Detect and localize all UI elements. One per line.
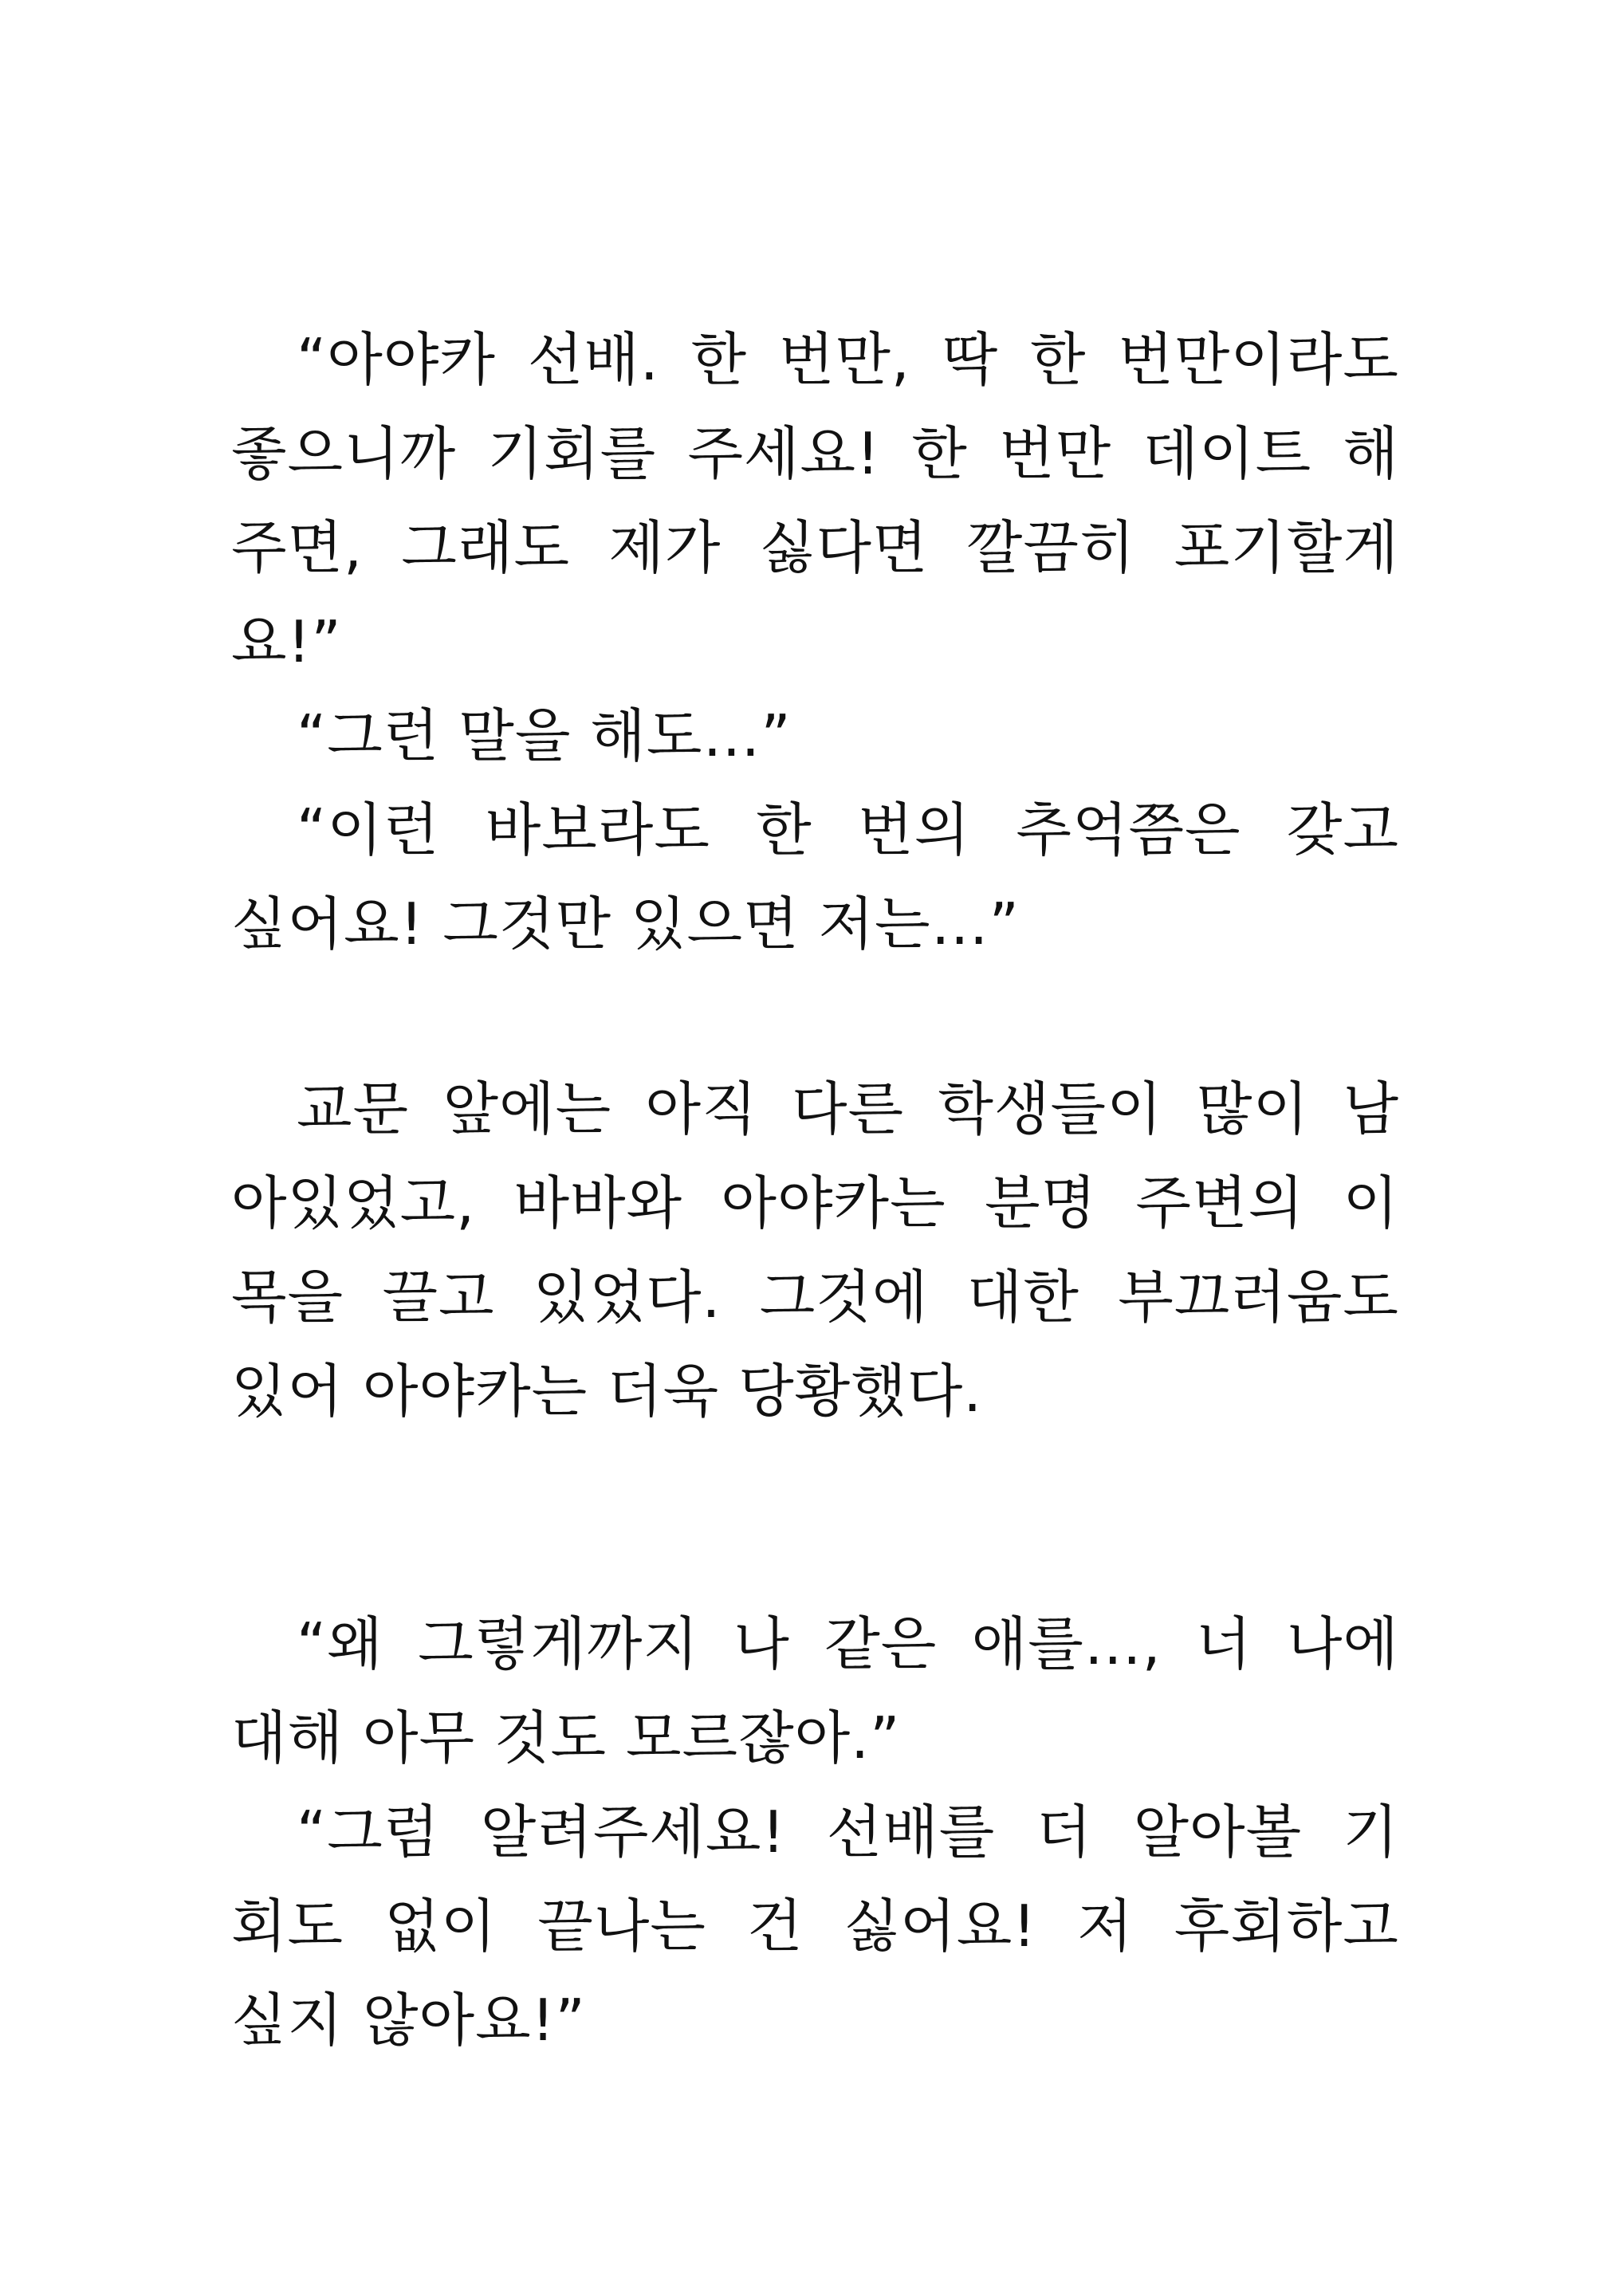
text-line: 주면, 그래도 제가 싫다면 깔끔히 포기할게: [231, 514, 1399, 581]
text-line: 교문 앞에는 아직 다른 학생들이 많이 남: [297, 1075, 1399, 1142]
text-line: “그럼 알려주세요! 선배를 더 알아볼 기: [297, 1799, 1399, 1866]
dialogue-block-1: [231, 313, 1399, 971]
text-line: 있어 아야카는 더욱 당황했다.: [231, 1358, 983, 1425]
text-line: “아야카 선배. 한 번만, 딱 한 번만이라도: [297, 326, 1399, 393]
narration-block: [231, 1062, 1399, 1438]
text-line: “왜 그렇게까지 나 같은 애를…, 너 나에: [297, 1610, 1399, 1677]
text-line: 요!”: [231, 608, 342, 675]
text-line: 싶어요! 그것만 있으면 저는…”: [231, 890, 1020, 957]
text-line: 목을 끌고 있었다. 그것에 대한 부끄러움도: [231, 1264, 1399, 1331]
text-line: “이런 바보라도 한 번의 추억쯤은 갖고: [297, 796, 1399, 863]
text-line: 싶지 않아요!”: [231, 1987, 586, 2054]
text-line: 아있었고, 바바와 아야카는 분명 주변의 이: [231, 1170, 1399, 1236]
text-line: “그런 말을 해도…”: [297, 702, 792, 769]
text-line: 대해 아무 것도 모르잖아.”: [231, 1704, 901, 1771]
dialogue-block-2: [231, 1597, 1399, 2067]
text-line: 좋으니까 기회를 주세요! 한 번만 데이트 해: [231, 420, 1399, 487]
text-line: 회도 없이 끝나는 건 싫어요! 저 후회하고: [231, 1893, 1399, 1960]
